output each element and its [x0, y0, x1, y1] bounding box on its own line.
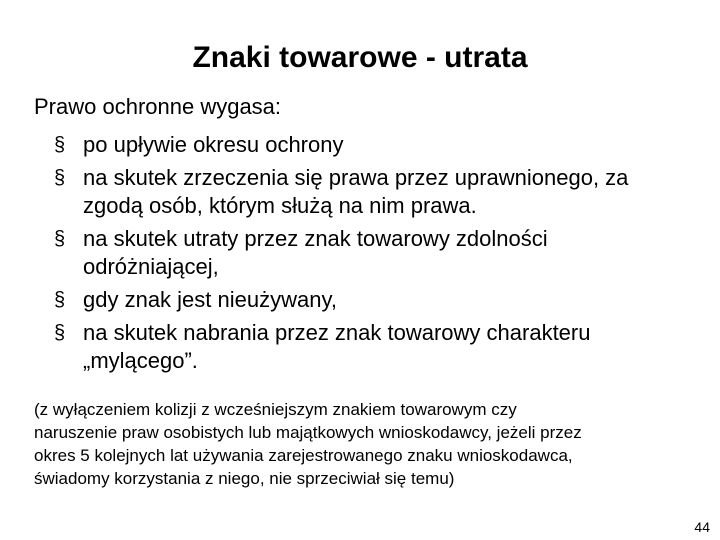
section-sign-icon: §: [54, 228, 66, 250]
exception-note-line-1: (z wyłączeniem kolizji z wcześniejszym znakiem towarowym czy: [34, 400, 517, 419]
section-sign-icon: §: [54, 134, 66, 156]
page-number: 44: [694, 519, 710, 535]
bullet-item-1-line-1: po upływie okresu ochrony: [83, 132, 344, 157]
bullet-item-3-line-1: na skutek utraty przez znak towarowy zdolności: [83, 226, 548, 251]
bullet-item-3-line-2: odróżniającej,: [83, 254, 219, 279]
section-sign-icon: §: [54, 289, 66, 311]
bullet-item-5-line-2: „mylącego”.: [83, 348, 198, 373]
section-sign-icon: §: [54, 167, 66, 189]
bullet-item-5: [54, 319, 714, 375]
section-sign-icon: §: [54, 322, 66, 344]
exception-note-line-4: świadomy korzystania z niego, nie sprzeciwiał się temu): [34, 469, 455, 488]
exception-note-line-2: naruszenie praw osobistych lub majątkowych wnioskodawcy, jeżeli przez: [34, 423, 582, 442]
bullet-item-2-line-1: na skutek zrzeczenia się prawa przez uprawnionego, za: [83, 165, 629, 190]
bullet-item-4-line-1: gdy znak jest nieużywany,: [83, 287, 337, 312]
intro-text: Prawo ochronne wygasa:: [34, 94, 282, 119]
slide-title: Znaki towarowe - utrata: [192, 41, 528, 75]
bullet-item-2-line-2: zgodą osób, którym służą na nim prawa.: [83, 193, 477, 218]
exception-note: [34, 398, 694, 490]
bullet-list: [54, 131, 714, 380]
bullet-item-5-line-1: na skutek nabrania przez znak towarowy charakteru: [83, 320, 591, 345]
bullet-item-2: [54, 164, 714, 220]
bullet-item-4: [54, 286, 714, 314]
bullet-item-1: [54, 131, 714, 159]
exception-note-line-3: okres 5 kolejnych lat używania zarejestrowanego znaku wnioskodawca,: [34, 446, 573, 465]
bullet-item-3: [54, 225, 714, 281]
